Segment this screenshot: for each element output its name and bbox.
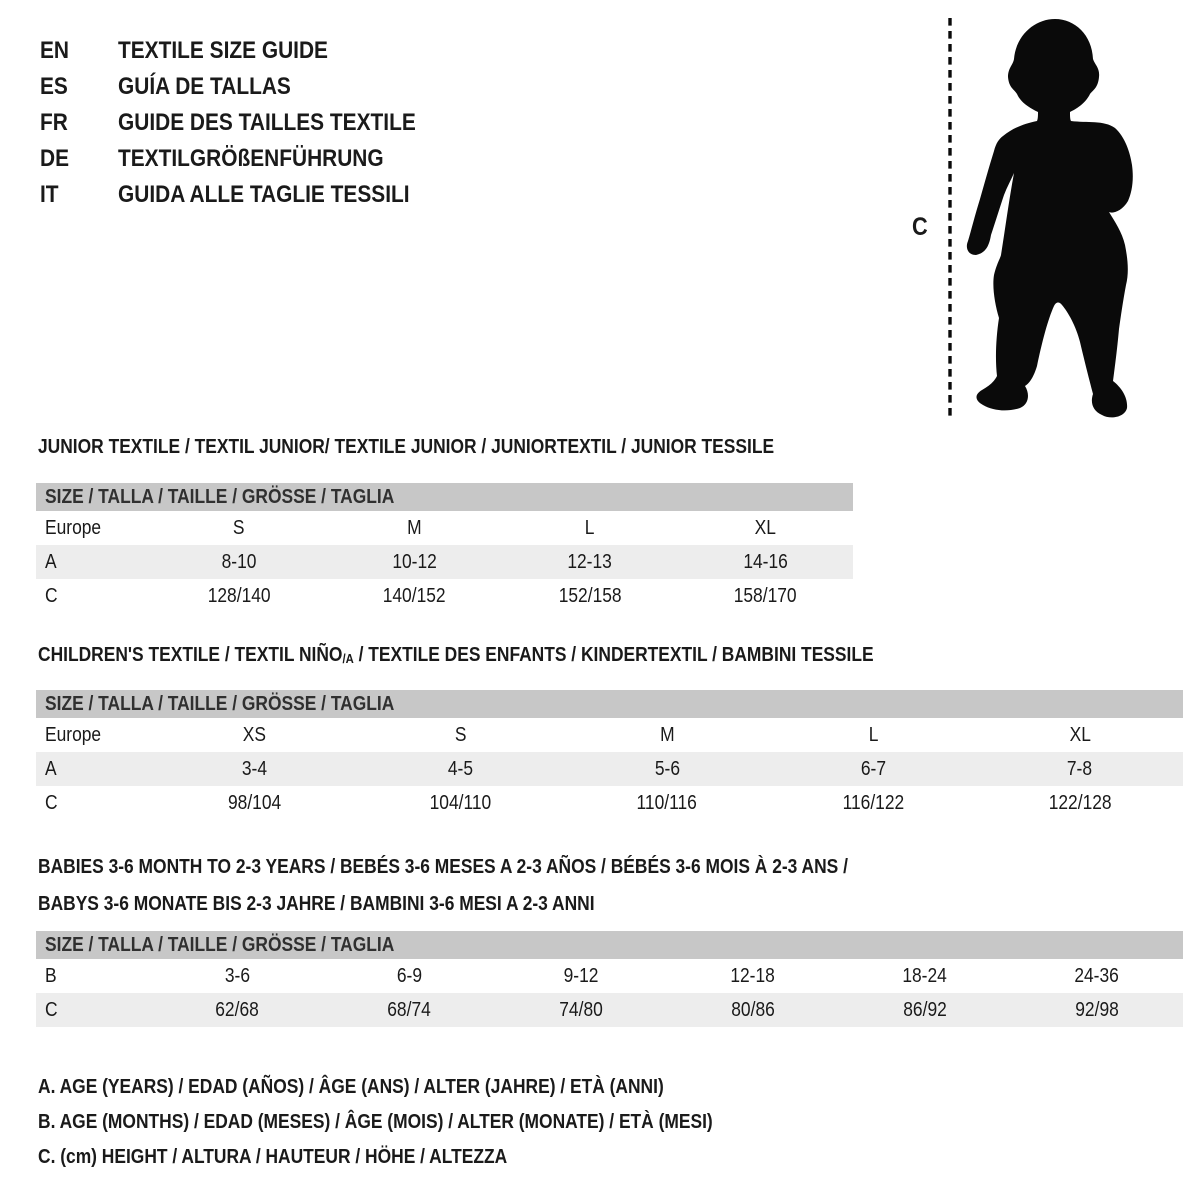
language-title-list <box>40 33 460 213</box>
height-cell <box>327 585 503 608</box>
row-label-text: A <box>45 757 57 780</box>
language-row-es <box>40 69 460 105</box>
size-cell-text: XL <box>1069 723 1091 746</box>
height-cell <box>678 585 854 608</box>
babies-heading-line2-text: BABYS 3-6 MONATE BIS 2-3 JAHRE / BAMBINI 3-6 MESI A 2-3 ANNI <box>38 893 595 915</box>
size-header-text: SIZE / TALLA / TAILLE / GRÖSSE / TAGLIA <box>45 485 395 508</box>
age-cell-text: 8-10 <box>221 550 257 573</box>
language-title <box>118 73 317 101</box>
age-cell-text: 3-4 <box>241 757 267 780</box>
months-cell <box>667 965 839 988</box>
height-cell-text: 62/68 <box>215 998 259 1021</box>
months-cell-text: 9-12 <box>563 964 599 987</box>
language-code-text: ES <box>40 73 68 100</box>
babies-heading-line1-text: BABIES 3-6 MONTH TO 2-3 YEARS / BEBÉS 3-6 MESES A 2-3 AÑOS / BÉBÉS 3-6 MOIS À 2-3 ANS / <box>38 856 848 878</box>
height-cell <box>564 792 770 815</box>
height-cell <box>151 999 323 1022</box>
height-cell-text: 86/92 <box>903 998 947 1021</box>
height-cell <box>151 585 327 608</box>
babies-size-header-bar <box>36 931 1183 959</box>
height-cell <box>1011 999 1183 1022</box>
size-cell-text: XS <box>242 723 266 746</box>
legend-line-c-text: C. (cm) HEIGHT / ALTURA / HAUTEUR / HÖHE / ALTEZZA <box>38 1146 508 1168</box>
size-cell <box>357 724 563 747</box>
height-cell-text: 104/110 <box>429 791 492 814</box>
size-cell-text: M <box>406 516 422 539</box>
height-cell-text: 122/128 <box>1048 791 1112 814</box>
height-cell <box>323 999 495 1022</box>
age-cell-text: 14-16 <box>742 550 788 573</box>
size-cell <box>151 517 327 540</box>
junior-row-height <box>36 579 853 613</box>
height-dashed-line <box>945 16 955 425</box>
junior-row-europe <box>36 511 853 545</box>
age-cell <box>357 758 563 781</box>
language-title <box>118 181 453 209</box>
language-code-text: FR <box>40 109 68 136</box>
height-cell-text: 140/152 <box>382 584 446 607</box>
age-cell <box>151 758 357 781</box>
size-cell-text: S <box>454 723 467 746</box>
children-section-heading-text <box>38 644 874 667</box>
age-cell <box>977 758 1183 781</box>
height-cell-text: 74/80 <box>559 998 603 1021</box>
height-cell <box>502 585 678 608</box>
row-label <box>36 585 151 608</box>
months-cell <box>495 965 667 988</box>
children-heading-before-sub: CHILDREN'S TEXTILE / TEXTIL NIÑO <box>38 644 343 666</box>
size-cell <box>327 517 503 540</box>
language-code <box>40 73 118 101</box>
legend-line-b <box>38 1105 814 1140</box>
babies-section-heading <box>38 849 969 923</box>
height-cell <box>770 792 976 815</box>
language-title-text: TEXTILGRÖßENFÜHRUNG <box>118 145 384 172</box>
legend-line-c <box>38 1140 814 1175</box>
age-cell <box>564 758 770 781</box>
children-row-europe <box>36 718 1183 752</box>
language-title <box>118 109 460 137</box>
months-cell-text: 24-36 <box>1074 964 1120 987</box>
row-label-text: B <box>45 964 57 987</box>
height-cell-text: 128/140 <box>207 584 271 607</box>
age-cell <box>770 758 976 781</box>
children-section-heading <box>38 644 998 667</box>
height-cell-text: 158/170 <box>733 584 797 607</box>
size-cell <box>564 724 770 747</box>
language-row-de <box>40 141 460 177</box>
legend <box>38 1070 814 1175</box>
height-cell-text: 68/74 <box>387 998 431 1021</box>
size-cell-text: M <box>659 723 675 746</box>
height-cell <box>839 999 1011 1022</box>
language-code-text: DE <box>40 145 70 172</box>
age-cell-text: 4-5 <box>448 757 474 780</box>
row-label-text: C <box>45 584 58 607</box>
months-cell <box>323 965 495 988</box>
age-cell <box>327 551 503 574</box>
months-cell-text: 3-6 <box>224 964 250 987</box>
height-cell-text: 110/116 <box>636 791 698 814</box>
baby-silhouette-svg <box>963 15 1138 420</box>
months-cell-text: 6-9 <box>396 964 422 987</box>
age-cell <box>678 551 854 574</box>
junior-size-header-bar <box>36 483 853 511</box>
row-label-text: C <box>45 791 58 814</box>
babies-size-table <box>36 931 1183 1027</box>
row-label-text: A <box>45 550 57 573</box>
row-label <box>36 965 151 988</box>
months-cell <box>1011 965 1183 988</box>
height-cell <box>495 999 667 1022</box>
row-label <box>36 517 151 540</box>
junior-size-table <box>36 483 853 613</box>
age-cell-text: 5-6 <box>654 757 680 780</box>
age-cell-text: 12-13 <box>567 550 613 573</box>
height-cell-text: 98/104 <box>227 791 281 814</box>
size-cell <box>678 517 854 540</box>
language-title-text: GUÍA DE TALLAS <box>118 73 291 100</box>
row-label <box>36 792 151 815</box>
age-cell-text: 6-7 <box>860 757 886 780</box>
row-label-text: C <box>45 998 58 1021</box>
height-cell-text: 116/122 <box>842 791 905 814</box>
babies-heading-line2 <box>38 886 969 923</box>
language-row-it <box>40 177 460 213</box>
junior-section-heading-text: JUNIOR TEXTILE / TEXTIL JUNIOR/ TEXTILE JUNIOR / JUNIORTEXTIL / JUNIOR TESSILE <box>38 436 775 458</box>
junior-row-age <box>36 545 853 579</box>
size-cell <box>977 724 1183 747</box>
months-cell-text: 12-18 <box>730 964 776 987</box>
children-heading-sub: /A <box>342 651 354 666</box>
language-row-fr <box>40 105 460 141</box>
size-cell-text: S <box>232 516 245 539</box>
row-label <box>36 551 151 574</box>
legend-line-a <box>38 1070 814 1105</box>
language-code <box>40 37 118 65</box>
size-cell <box>770 724 976 747</box>
size-cell-text: XL <box>754 516 776 539</box>
height-cell <box>151 792 357 815</box>
language-code <box>40 181 118 209</box>
language-code-text: EN <box>40 37 70 64</box>
language-title <box>118 145 423 173</box>
children-size-table <box>36 690 1183 820</box>
age-cell-text: 10-12 <box>391 550 437 573</box>
size-cell <box>151 724 357 747</box>
children-heading-after-sub: / TEXTILE DES ENFANTS / KINDERTEXTIL / BAMBINI TESSILE <box>353 644 874 666</box>
height-cell-text: 152/158 <box>558 584 622 607</box>
row-label-text: Europe <box>45 723 102 746</box>
size-header-text: SIZE / TALLA / TAILLE / GRÖSSE / TAGLIA <box>45 933 395 956</box>
legend-line-a-text: A. AGE (YEARS) / EDAD (AÑOS) / ÂGE (ANS) / ALTER (JAHRE) / ETÀ (ANNI) <box>38 1076 664 1098</box>
row-label <box>36 999 151 1022</box>
size-header-text: SIZE / TALLA / TAILLE / GRÖSSE / TAGLIA <box>45 692 395 715</box>
months-cell <box>151 965 323 988</box>
size-cell-text: L <box>868 723 879 746</box>
babies-row-months <box>36 959 1183 993</box>
size-cell <box>502 517 678 540</box>
junior-section-heading <box>38 436 884 459</box>
age-cell <box>151 551 327 574</box>
row-label <box>36 758 151 781</box>
baby-silhouette-icon <box>963 15 1138 425</box>
age-cell <box>502 551 678 574</box>
babies-row-height <box>36 993 1183 1027</box>
height-cell <box>977 792 1183 815</box>
height-cell <box>357 792 563 815</box>
language-title-text: TEXTILE SIZE GUIDE <box>118 37 328 64</box>
language-title-text: GUIDE DES TAILLES TEXTILE <box>118 109 416 136</box>
row-label-text: Europe <box>45 516 102 539</box>
row-label <box>36 724 151 747</box>
children-row-height <box>36 786 1183 820</box>
figure-measure-label-c <box>912 213 930 242</box>
language-code-text: IT <box>40 181 59 208</box>
legend-line-b-text: B. AGE (MONTHS) / EDAD (MESES) / ÂGE (MOIS) / ALTER (MONATE) / ETÀ (MESI) <box>38 1111 713 1133</box>
language-row-en <box>40 33 460 69</box>
babies-heading-line1 <box>38 849 969 886</box>
size-cell-text: L <box>584 516 595 539</box>
language-code <box>40 109 118 137</box>
language-title <box>118 37 359 65</box>
children-row-age <box>36 752 1183 786</box>
language-title-text: GUIDA ALLE TAGLIE TESSILI <box>118 181 410 208</box>
age-cell-text: 7-8 <box>1067 757 1093 780</box>
height-cell-text: 92/98 <box>1075 998 1119 1021</box>
months-cell <box>839 965 1011 988</box>
language-code <box>40 145 118 173</box>
months-cell-text: 18-24 <box>902 964 948 987</box>
dashed-line-svg <box>945 16 955 420</box>
height-cell <box>667 999 839 1022</box>
children-size-header-bar <box>36 690 1183 718</box>
figure-measure-label-text: C <box>912 213 928 241</box>
height-cell-text: 80/86 <box>731 998 775 1021</box>
